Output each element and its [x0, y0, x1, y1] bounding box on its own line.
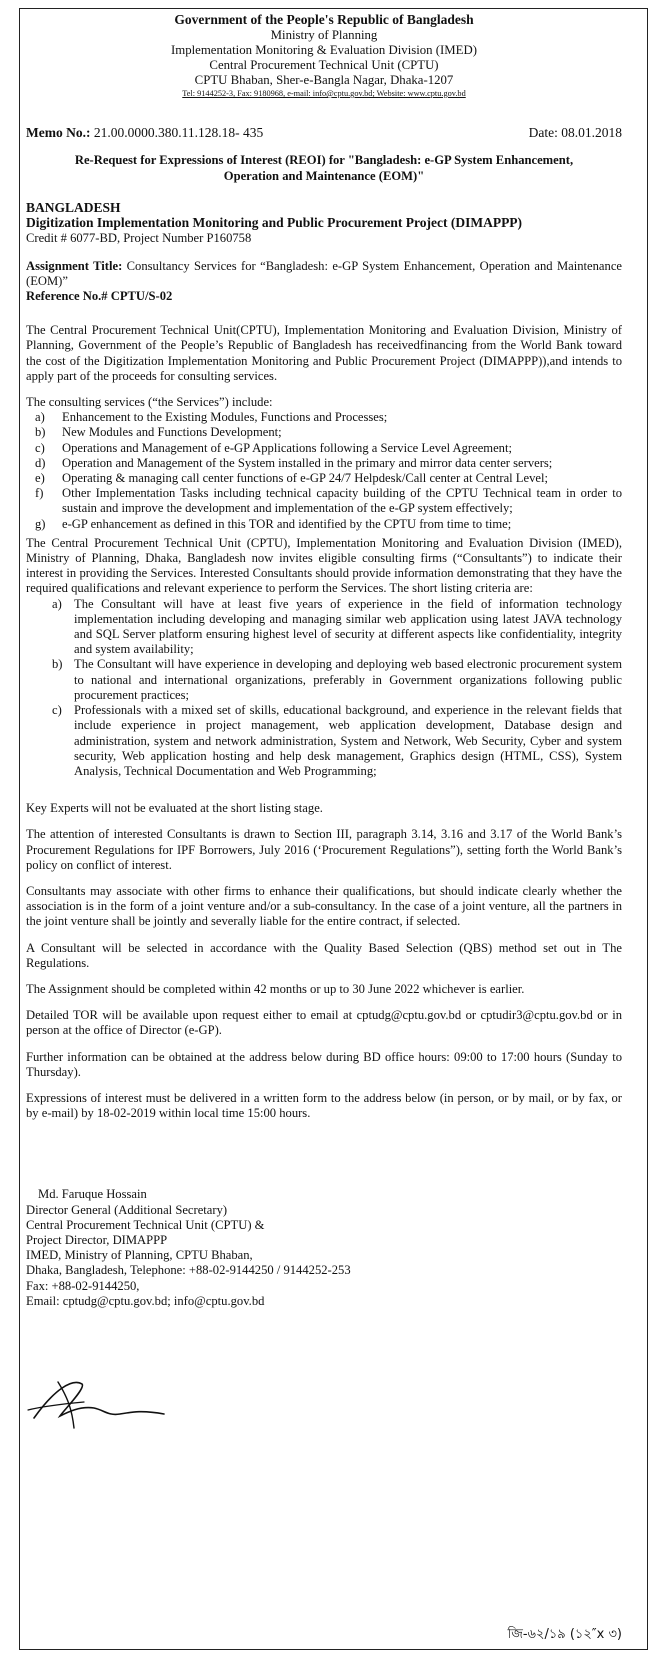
submission-paragraph: Expressions of interest must be delivered in a written form to the address below (in person, or by mail, or by fax, or by e-mail) by 18-02-2019 within local time 15:00 hours. — [26, 1090, 622, 1121]
reference-number — [26, 289, 622, 304]
association-paragraph: Consultants may associate with other firms to enhance their qualifications, but should indicate clearly whether the association is in the form of a joint venture and/or a sub-consultancy. In the case of a joint venture, all the partners in the joint venture shall be jointly and severally liable for the entire contract, if selected. — [26, 883, 622, 929]
list-text: The Consultant will have at least five years of experience in the field of information technology implementation including developing and managing similar web application using latest JAVA technology and SQL Server platform ensuring highest level of security at different aspects like confidentiality, integrity and system availability; — [74, 596, 622, 657]
services-list — [26, 410, 622, 532]
contact-line: Tel: 9144252-3, Fax: 9180968, e-mail: info@cptu.gov.bd; Website: www.cptu.gov.bd — [182, 89, 466, 98]
country: BANGLADESH — [26, 200, 121, 216]
assignment-label: Assignment Title: — [26, 258, 123, 273]
reference-label: Reference No.# — [26, 289, 108, 304]
handwritten-signature — [24, 1370, 174, 1430]
ministry-name: Ministry of Planning — [270, 28, 378, 42]
list-marker: c) — [35, 440, 45, 455]
list-marker: d) — [35, 455, 46, 470]
tor-paragraph: Detailed TOR will be available upon request either to email at cptudg@cptu.gov.bd or cptudir3@cptu.gov.bd or in person at the office of Director (e-GP). — [26, 1008, 622, 1038]
office-address: CPTU Bhaban, Sher-e-Bangla Nagar, Dhaka-1207 — [194, 73, 454, 87]
credit-number: Credit # 6077-BD, Project Number P160758 — [26, 231, 252, 246]
list-text: The Consultant will have experience in developing and deploying web based electronic procurement system to national and international organizations, preferably in Government organizations following public procurement practices; — [74, 657, 622, 702]
key-experts-paragraph: Key Experts will not be evaluated at the short listing stage. — [26, 801, 323, 816]
signer-email: Email: cptudg@cptu.gov.bd; info@cptu.gov.bd — [26, 1293, 265, 1308]
memo-value: 21.00.0000.380.11.128.18- 435 — [90, 125, 264, 140]
list-item — [26, 486, 622, 516]
division-name: Implementation Monitoring & Evaluation Division (IMED) — [170, 43, 477, 57]
list-item — [26, 410, 622, 425]
completion-paragraph: The Assignment should be completed within 42 months or up to 30 June 2022 whichever is earlier. — [26, 981, 525, 996]
list-text: e-GP enhancement as defined in this TOR and identified by the CPTU from time to time; — [62, 516, 512, 531]
list-text: Other Implementation Tasks including technical capacity building of the CPTU Technical team in order to sustain and improve the development and implementation of the e-GP system effectively; — [62, 486, 622, 516]
list-text: Operation and Management of the System installed in the primary and mirror data center servers; — [62, 455, 553, 470]
list-marker: e) — [35, 471, 45, 486]
list-marker: a) — [35, 410, 45, 425]
list-text: Operating & managing call center functions of e-GP 24/7 Helpdesk/Call center at Central Level; — [62, 471, 548, 486]
office-hours-paragraph: Further information can be obtained at the address below during BD office hours: 09:00 to 17:00 hours (Sunday to Thursday). — [26, 1049, 622, 1079]
list-text: New Modules and Functions Development; — [62, 425, 282, 440]
list-item — [26, 456, 622, 471]
criteria-list — [26, 597, 622, 779]
assignment-title — [26, 259, 622, 289]
list-text: Professionals with a mixed set of skills, educational background, and experience in the relevant fields that include experience in project management, web application development, Database design and administration, system and network administration, System and Network, Web Security, Cyber and system security, Web application hosting and help desk management, Graphics design (HTML, CSS), System Analysis, Technical Documentation and Web Programming; — [74, 703, 622, 778]
list-marker: b) — [35, 425, 46, 440]
signer-telephone: Dhaka, Bangladesh, Telephone: +88-02-9144250 / 9144252-253 — [26, 1263, 351, 1278]
conflict-of-interest-paragraph: The attention of interested Consultants is drawn to Section III, paragraph 3.14, 3.16 and 3.17 of the World Bank’s Procurement Regulations for IPF Borrowers, July 2016 (‘Procurement Regulations”), setting forth the World Bank’s policy on conflict of interest. — [26, 827, 622, 872]
list-item — [26, 425, 622, 440]
government-name: Government of the People's Republic of Bangladesh — [174, 12, 474, 27]
signature-block — [26, 1187, 622, 1309]
signer-unit: Central Procurement Technical Unit (CPTU) & — [26, 1217, 265, 1232]
selection-method-paragraph: A Consultant will be selected in accordance with the Quality Based Selection (QBS) method set out in The Regulations. — [26, 940, 622, 970]
reference-value: CPTU/S-02 — [107, 289, 173, 304]
memo-number — [26, 125, 263, 140]
list-text: Operations and Management of e-GP Applications following a Service Level Agreement; — [62, 440, 512, 455]
list-marker: c) — [52, 703, 62, 718]
signer-address: IMED, Ministry of Planning, CPTU Bhaban, — [26, 1248, 253, 1263]
services-intro: The consulting services (“the Services”) include: — [26, 395, 273, 410]
list-item — [26, 597, 622, 658]
assignment-text: Consultancy Services for “Bangladesh: e-GP System Enhancement, Operation and Maintenance (EOM)” — [26, 258, 622, 288]
unit-name: Central Procurement Technical Unit (CPTU) — [209, 58, 439, 72]
list-marker: a) — [52, 596, 62, 611]
notice-document — [26, 0, 622, 1642]
publication-code: জি-৬২/১৯ (১২″x ৩) — [507, 1627, 622, 1642]
signer-project: Project Director, DIMAPPP — [26, 1232, 168, 1247]
list-marker: f) — [35, 486, 44, 501]
list-item — [26, 657, 622, 703]
memo-date: Date: 08.01.2018 — [528, 125, 622, 140]
memo-row — [26, 125, 622, 140]
project-name: Digitization Implementation Monitoring and Public Procurement Project (DIMAPPP) — [26, 215, 523, 231]
notice-subject: Re-Request for Expressions of Interest (REOI) for "Bangladesh: e-GP System Enhancement, Operation and Maintenance (EOM)" — [74, 153, 574, 183]
list-marker: b) — [52, 657, 63, 672]
memo-label: Memo No.: — [26, 125, 91, 140]
signer-fax: Fax: +88-02-9144250, — [26, 1278, 140, 1293]
list-marker: g) — [35, 516, 46, 531]
invitation-paragraph: The Central Procurement Technical Unit (CPTU), Implementation Monitoring and Evaluation Division (IMED), Ministry of Planning, Dhaka, Bangladesh now invites eligible consulting firms (“Consultants”) to indicate their interest in providing the Services. Interested Consultants should provide information demonstrating that they have the required qualifications and relevant experience to perform the Services. The short listing criteria are: — [26, 535, 622, 596]
list-item — [26, 441, 622, 456]
list-item — [26, 517, 622, 532]
list-item — [26, 471, 622, 486]
signer-title: Director General (Additional Secretary) — [26, 1202, 228, 1217]
letterhead — [26, 12, 622, 99]
signer-name: Md. Faruque Hossain — [38, 1187, 147, 1202]
list-item — [26, 703, 622, 779]
intro-paragraph: The Central Procurement Technical Unit(CPTU), Implementation Monitoring and Evaluation Division, Ministry of Planning, Government of the People’s Republic of Bangladesh has receivedfinancing from the World Bank toward the cost of the Digitization Implementation Monitoring and Public Procurement Project (DIMAPPP)),and intends to apply part of the proceeds for consulting services. — [26, 323, 622, 383]
list-text: Enhancement to the Existing Modules, Functions and Processes; — [62, 410, 388, 425]
